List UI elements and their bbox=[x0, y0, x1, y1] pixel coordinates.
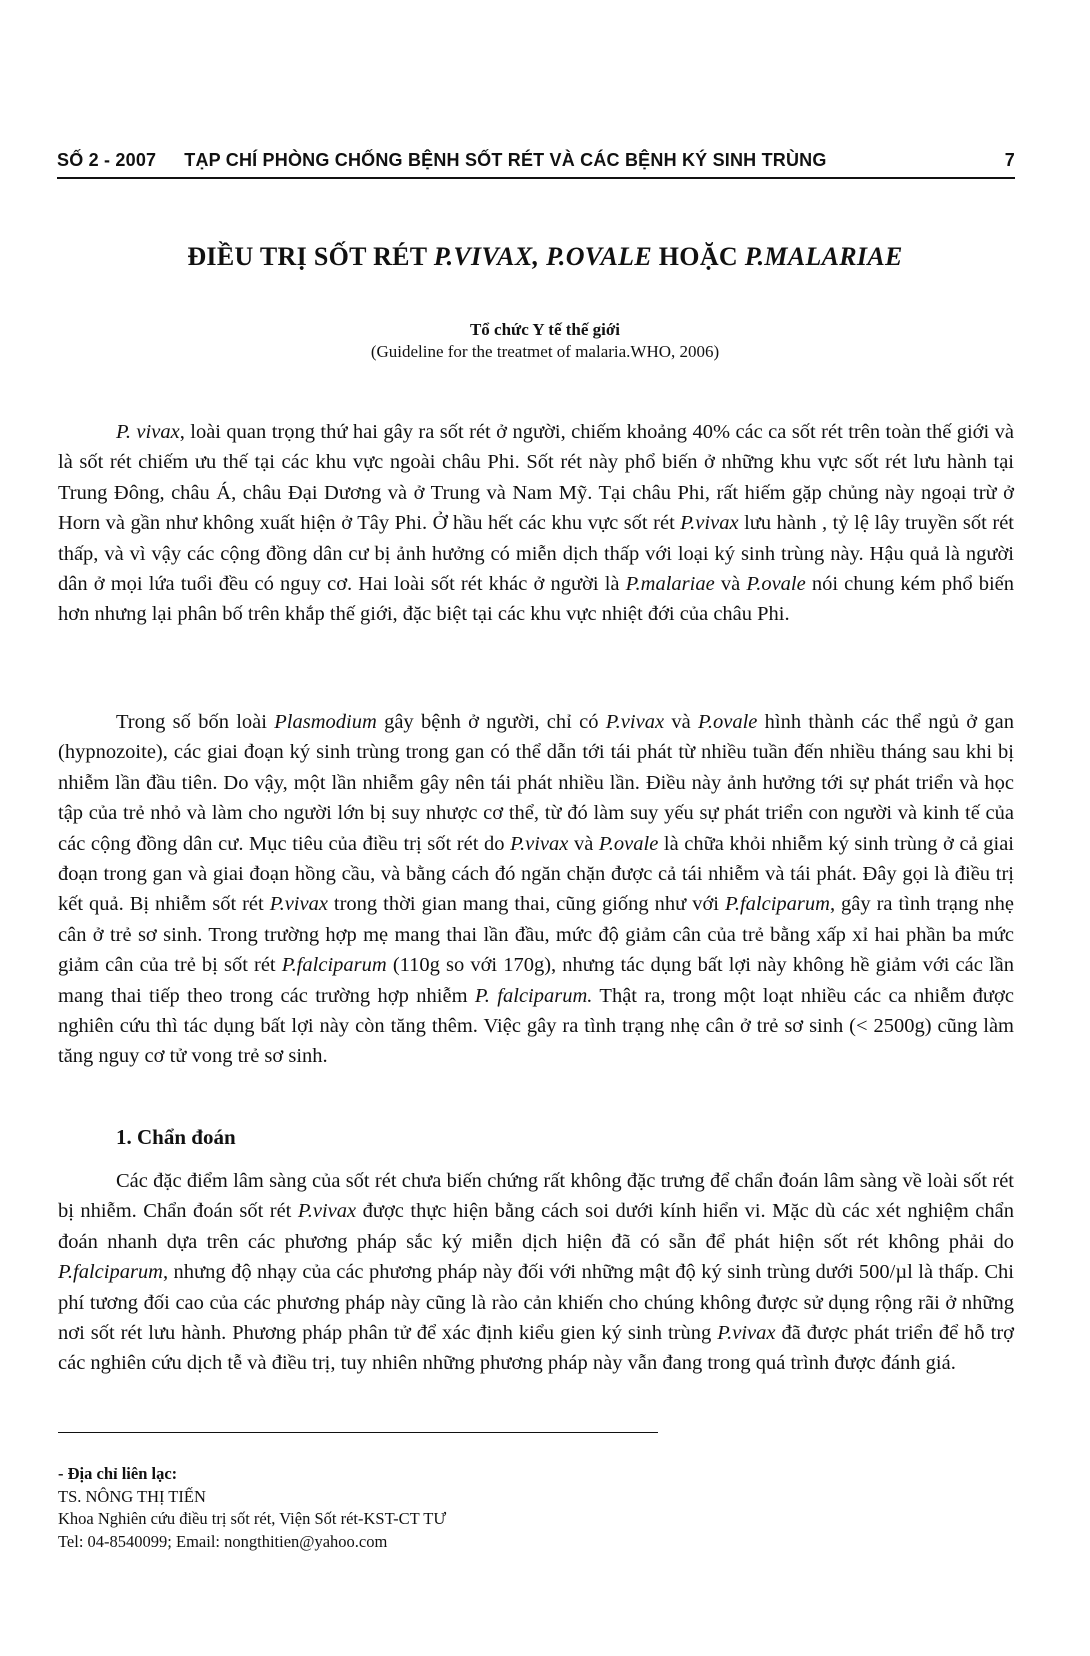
issue-number: SỐ 2 - 2007 bbox=[57, 150, 157, 170]
header-rule bbox=[57, 177, 1015, 179]
running-header bbox=[57, 150, 1015, 171]
footnote-name: TS. NÔNG THỊ TIẾN bbox=[58, 1486, 206, 1506]
footnote-affiliation: Khoa Nghiên cứu điều trị sốt rét, Viện Sốt rét-KST-CT TƯ bbox=[58, 1509, 447, 1528]
article-author: Tổ chức Y tế thế giới bbox=[469, 320, 621, 339]
paragraph-2: Trong số bốn loài Plasmodium gây bệnh ở người, chỉ có P.vivax và P.ovale hình thành các thể ngủ ở gan (hypnozoite), các giai đoạn ký sinh trùng trong gan có thể dẫn tới tái phát từ nhiều tuần đến nhiều tháng sau khi bị nhiễm lần đầu tiên. Do vậy, một lần nhiễm gây nên tái phát nhiều lần. Điều này ảnh hưởng tới sự phát triển và học tập của trẻ nhỏ và làm cho người lớn bị suy nhược cơ thể, từ đó làm suy yếu sự phát triển con người và kinh tế của các cộng đồng dân cư. Mục tiêu của điều trị sốt rét do P.vivax và P.ovale là chữa khỏi nhiễm ký sinh trùng ở cả giai đoạn trong gan và giai đoạn hồng cầu, và bằng cách đó ngăn chặn được cả tái nhiễm và tái phát. Đây gọi là điều trị kết quả. Bị nhiễm sốt rét P.vivax trong thời gian mang thai, cũng giống như với P.falciparum, gây ra tình trạng nhẹ cân ở trẻ sơ sinh. Trong trường hợp mẹ mang thai lần đầu, mức độ giảm cân của trẻ bằng xấp xỉ hai phần ba mức giảm cân của trẻ bị sốt rét P.falciparum (110g so với 170g), nhưng tác dụng bất lợi này không hề giảm với các lần mang thai tiếp theo trong các trường hợp nhiễm P. falciparum. Thật ra, trong một loạt nhiều các ca nhiễm được nghiên cứu thì tác dụng bất lợi này còn tăng thêm. Việc gây ra tình trạng nhẹ cân ở trẻ sơ sinh (< 2500g) cũng làm tăng nguy cơ tử vong trẻ sơ sinh. bbox=[58, 711, 1015, 1068]
title-species-ovale: P.OVALE bbox=[546, 242, 652, 271]
title-text: ĐIỀU TRỊ SỐT RÉT bbox=[187, 242, 434, 271]
journal-title: TẠP CHÍ PHÒNG CHỐNG BỆNH SỐT RÉT VÀ CÁC BỆNH KÝ SINH TRÙNG bbox=[184, 150, 827, 170]
paragraph-3: Các đặc điểm lâm sàng của sốt rét chưa biến chứng rất không đặc trưng để chẩn đoán lâm sàng về loài sốt rét bị nhiễm. Chẩn đoán sốt rét P.vivax được thực hiện bằng cách soi dưới kính hiển vi. Mặc dù các xét nghiệm chẩn đoán nhanh dựa trên các phương pháp sắc ký miễn dịch hiện đã có sẵn để phát hiện sốt rét không phải do P.falciparum, nhưng độ nhạy của các phương pháp này đối với những mật độ ký sinh trùng dưới 500/µl là thấp. Chi phí tương đối cao của các phương pháp này cũng là rào cản khiến cho chúng không được sử dụng rộng rãi ở những nơi sốt rét lưu hành. Phương pháp phân tử để xác định kiểu gien ký sinh trùng P.vivax đã được phát triển để hỗ trợ các nghiên cứu dịch tễ và điều trị, tuy nhiên những phương pháp này vẫn đang trong quá trình được đánh giá. bbox=[58, 1170, 1014, 1375]
page-number: 7 bbox=[1004, 150, 1015, 170]
footnote-contact: Tel: 04-8540099; Email: nongthitien@yahoo.com bbox=[58, 1531, 388, 1551]
section-heading-diagnosis: 1. Chẩn đoán bbox=[116, 1125, 236, 1149]
paragraph-1: P. vivax, loài quan trọng thứ hai gây ra sốt rét ở người, chiếm khoảng 40% các ca sốt rét trên toàn thế giới và là sốt rét chiếm ưu thế tại các khu vực ngoài châu Phi. Sốt rét này phổ biến ở những khu vực sốt rét lưu hành tại Trung Đông, châu Á, châu Đại Dương và ở Trung và Nam Mỹ. Tại châu Phi, rất hiếm gặp chủng này ngoại trừ ở Horn và gần như không xuất hiện ở Tây Phi. Ở hầu hết các khu vực sốt rét P.vivax lưu hành , tỷ lệ lây truyền sốt rét thấp, và vì vậy các cộng đồng dân cư bị ảnh hưởng có miễn dịch thấp với loại ký sinh trùng này. Hậu quả là người dân ở mọi lứa tuổi đều có nguy cơ. Hai loài sốt rét khác ở người là P.malariae và P.ovale nói chung kém phổ biến hơn nhưng lại phân bố trên khắp thế giới, đặc biệt tại các khu vực nhiệt đới của châu Phi. bbox=[58, 421, 1015, 626]
article-title bbox=[0, 242, 1090, 272]
title-separator: , bbox=[532, 242, 547, 271]
article-source: (Guideline for the treatmet of malaria.WHO, 2006) bbox=[370, 342, 720, 361]
title-species-vivax: P.VIVAX bbox=[433, 242, 533, 271]
footnote-rule bbox=[58, 1432, 658, 1433]
footnote-label: - Địa chỉ liên lạc: bbox=[58, 1464, 178, 1483]
title-or: HOẶC bbox=[651, 242, 745, 271]
title-species-malariae: P.MALARIAE bbox=[744, 242, 903, 271]
footnote bbox=[58, 1463, 758, 1553]
